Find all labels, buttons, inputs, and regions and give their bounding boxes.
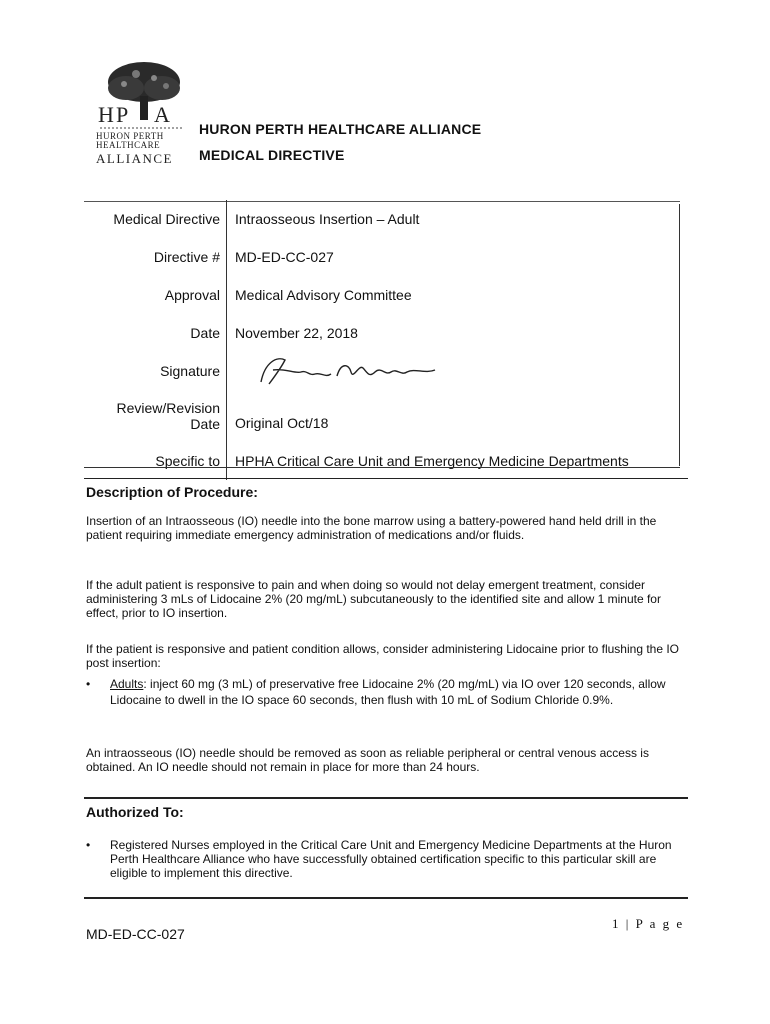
row-value: MD-ED-CC-027: [235, 249, 334, 265]
row-value: HPHA Critical Care Unit and Emergency Medicine Departments: [235, 453, 629, 469]
logo-line-1: HURON PERTH: [96, 131, 164, 141]
authorized-text: Registered Nurses employed in the Critical Care Unit and Emergency Medicine Departments at the Huron Perth Healthcare Alliance who have successfully obtained certification specific to this particular skill are eligible to implement this directive.: [110, 838, 672, 880]
directive-info-table: [84, 200, 680, 480]
row-label: Signature: [84, 352, 227, 390]
hpha-logo: [96, 60, 186, 180]
section-rule: [84, 797, 688, 799]
handwritten-signature: [255, 354, 455, 390]
footer-document-code: MD-ED-CC-027: [86, 926, 185, 942]
description-paragraph-2: If the adult patient is responsive to pain and when doing so would not delay emergent treatment, consider administering 3 mLs of Lidocaine 2% (20 mg/mL) subcutaneously to the identified site and allow 1 minute for effect, prior to IO insertion.: [86, 578, 661, 620]
row-value: Original Oct/18: [235, 415, 329, 431]
table-row: [84, 238, 680, 276]
table-row: [84, 352, 680, 390]
logo-line-3: ALLIANCE: [96, 151, 173, 166]
bullet-text: : inject 60 mg (3 mL) of preservative free Lidocaine 2% (20 mg/mL) via IO over 120 seconds, allow Lidocaine to dwell in the IO space 60 seconds, then flush with 10 mL of Sodium Chloride 0.9%.: [110, 677, 666, 707]
row-label: Medical Directive: [84, 200, 227, 238]
table-row: [84, 314, 680, 352]
svg-text:A: A: [154, 102, 170, 127]
signature-cell: [227, 352, 681, 390]
footer-page-number: 1 | P a g e: [612, 916, 685, 931]
description-paragraph-1: Insertion of an Intraosseous (IO) needle into the bone marrow using a battery-powered hand held drill in the patient requiring immediate emergency administration of medications and/or fluids.: [86, 514, 657, 542]
svg-text:P: P: [116, 102, 129, 127]
row-value: November 22, 2018: [235, 325, 358, 341]
tree-logo-icon: [96, 60, 186, 132]
description-heading: Description of Procedure:: [86, 484, 258, 500]
table-row: [84, 276, 680, 314]
row-label: Review/Revision Date: [84, 390, 227, 442]
organization-title: HURON PERTH HEALTHCARE ALLIANCE: [199, 121, 482, 137]
table-row: [84, 200, 680, 238]
footer-rule: [84, 897, 688, 899]
svg-text:H: H: [98, 102, 114, 127]
row-label: Date: [84, 314, 227, 352]
logo-line-2: HEALTHCARE: [96, 140, 161, 150]
description-paragraph-3: If the patient is responsive and patient condition allows, consider administering Lidocaine prior to flushing the IO post insertion:: [86, 642, 680, 670]
logo-wordmark: [96, 132, 186, 165]
section-rule: [84, 478, 688, 479]
table-row: [84, 442, 680, 480]
row-label: Directive #: [84, 238, 227, 276]
bullet-dot-icon: •: [86, 677, 91, 691]
authorized-heading: Authorized To:: [86, 804, 184, 820]
bullet-dot-icon: •: [86, 838, 91, 852]
document-type: MEDICAL DIRECTIVE: [199, 147, 345, 163]
table-bottom-rule: [84, 467, 680, 468]
row-value: Intraosseous Insertion – Adult: [235, 211, 420, 227]
table-row: [84, 390, 680, 442]
bullet-label: Adults: [110, 677, 144, 691]
row-label: Approval: [84, 276, 227, 314]
description-paragraph-4: An intraosseous (IO) needle should be removed as soon as reliable peripheral or central venous access is obtained. An IO needle should not remain in place for more than 24 hours.: [86, 746, 649, 774]
row-label: Specific to: [84, 442, 227, 480]
row-value: Medical Advisory Committee: [235, 287, 412, 303]
